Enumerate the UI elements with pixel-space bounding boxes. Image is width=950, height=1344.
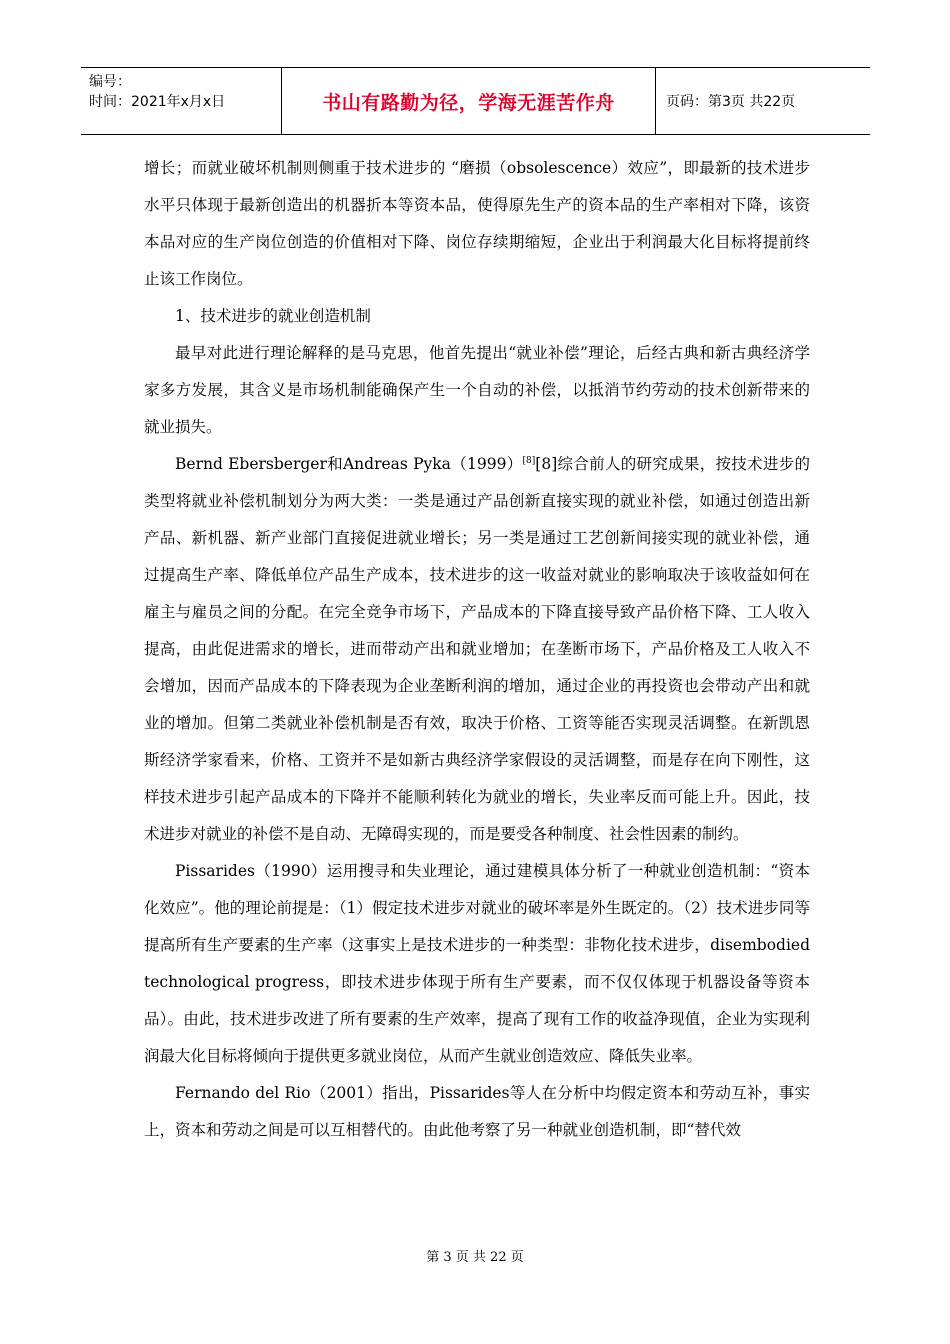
paragraph <box>144 446 810 853</box>
header-meta <box>81 68 281 134</box>
page-footer: 第 3 页 共 22 页 <box>426 1250 524 1265</box>
body-text <box>144 150 810 1149</box>
header-motto-cell <box>281 68 656 134</box>
number-label: 编号： <box>89 74 131 90</box>
paragraph-rest: [8]综合前人的研究成果，按技术进步的类型将就业补偿机制划分为两大类：一类是通过产品创新直接实现的就业补偿，如通过创造出新产品、新机器、新产业部门直接促进就业增长；另一类是通过工艺创新间接实现的就业补偿，通过提高生产率、降低单位产品生产成本，技术进步的这一收益对就业的影响取决于该收益如何在雇主与雇员之间的分配。在完全竞争市场下，产品成本的下降直接导致产品价格下降、工人收入提高，由此促进需求的增长，进而带动产出和就业增加；在垄断市场下，产品价格及工人收入不会增加，因而产品成本的下降表现为企业垄断利润的增加，通过企业的再投资也会带动产出和就业的增加。但第二类就业补偿机制是否有效，取决于价格、工资等能否实现灵活调整。在新凯恩斯经济学家看来，价格、工资并不是如新古典经济学家假设的灵活调整，而是存在向下刚性，这样技术进步引起产品成本的下降并不能顺利转化为就业的增长，失业率反而可能上升。因此，技术进步对就业的补偿不是自动、无障碍实现的，而是要受各种制度、社会性因素的制约。 <box>144 455 810 843</box>
paragraph: Pissarides（1990）运用搜寻和失业理论，通过建模具体分析了一种就业创造机制：“资本化效应”。他的理论前提是：（1）假定技术进步对就业的破坏率是外生既定的。（2）技术进步同等提高所有生产要素的生产率（这事实上是技术进步的一种类型：非物化技术进步，disembodied technological progress，即技术进步体现于所有生产要素，而不仅仅体现于机器设备等资本品）。由此，技术进步改进了所有要素的生产效率，提高了现有工作的收益净现值，企业为实现利润最大化目标将倾向于提供更多就业岗位，从而产生就业创造效应、降低失业率。 <box>144 862 810 1065</box>
document-header <box>81 67 870 135</box>
date-label: 时间：2021年x月x日 <box>89 94 226 110</box>
paragraph-lead: Bernd Ebersberger和Andreas Pyka（1999） <box>175 455 523 473</box>
paragraph: 增长；而就业破坏机制则侧重于技术进步的 “磨损（obsolescence）效应”，即最新的技术进步水平只体现于最新创造出的机器折本等资本品，使得原先生产的资本品的生产率相对下降，该资本品对应的生产岗位创造的价值相对下降、岗位存续期缩短，企业出于利润最大化目标将提前终止该工作岗位。 <box>144 159 810 288</box>
citation-marker: [8] <box>522 455 536 466</box>
page-label: 页码：第3页 共22页 <box>666 94 796 110</box>
paragraph: Fernando del Rio（2001）指出，Pissarides等人在分析中均假定资本和劳动互补，事实上，资本和劳动之间是可以互相替代的。由此他考察了另一种就业创造机制，即“替代效 <box>144 1084 810 1139</box>
section-heading: 1、技术进步的就业创造机制 <box>175 307 371 325</box>
header-page-cell <box>656 68 870 134</box>
motto: 书山有路勤为径，学海无涯苦作舟 <box>322 91 615 114</box>
paragraph: 最早对此进行理论解释的是马克思，他首先提出“就业补偿”理论，后经古典和新古典经济学家多方发展，其含义是市场机制能确保产生一个自动的补偿，以抵消节约劳动的技术创新带来的就业损失。 <box>144 344 810 436</box>
